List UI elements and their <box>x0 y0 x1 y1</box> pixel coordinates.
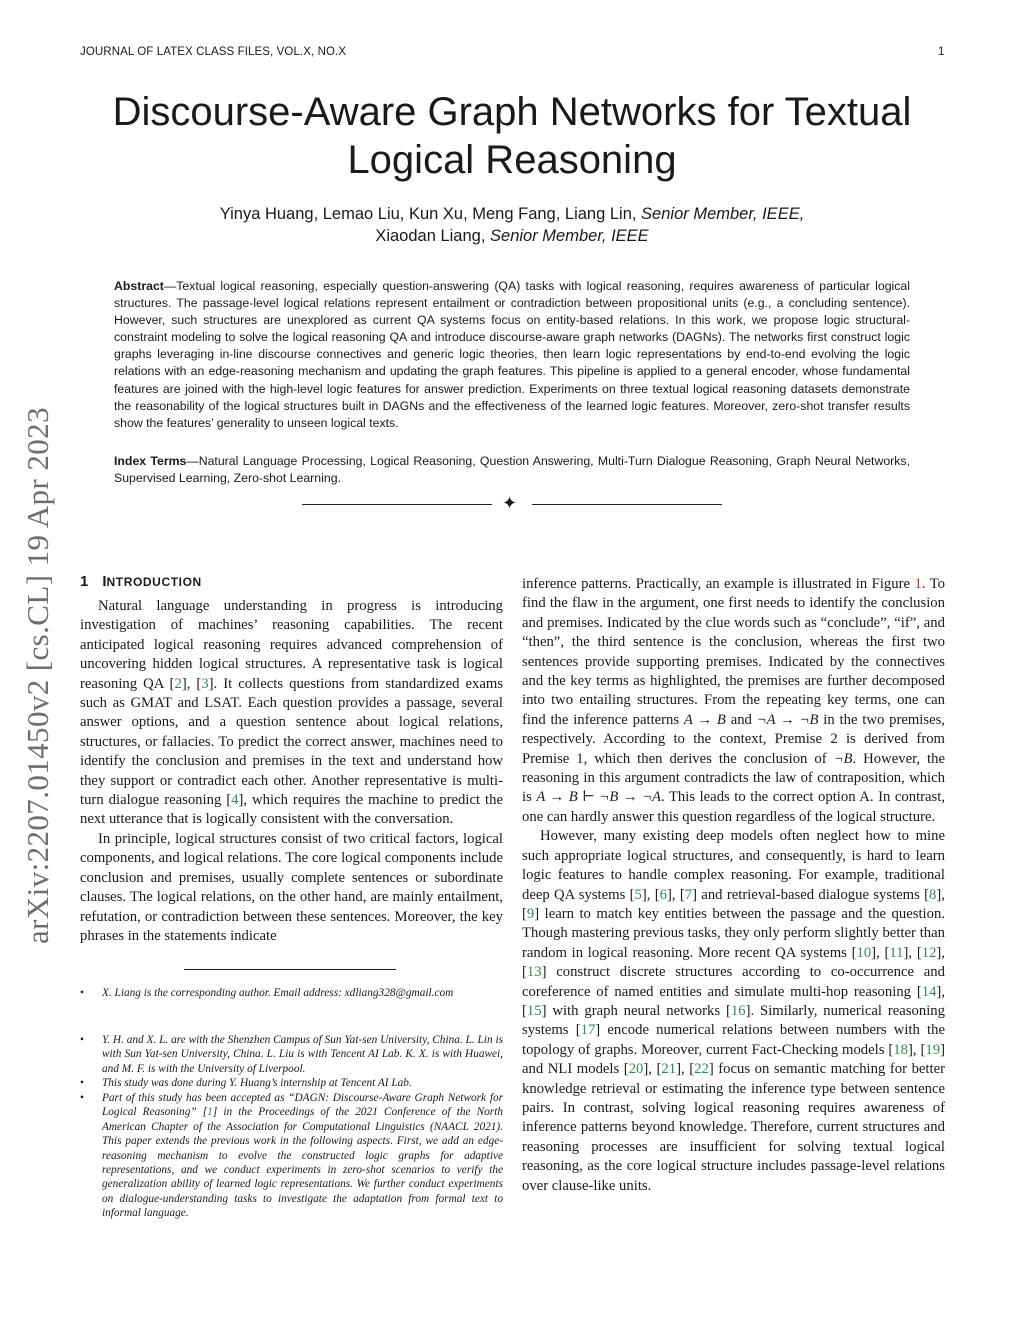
text: ], [ <box>641 886 660 903</box>
text: ] in the Proceedings of the 2021 Conference of the North American Chapter of the Association for Computational Linguistics (NAACL 2021). This paper extends the previous work in the following aspects. First, we add an edge-reasoning mechanism to evolve the constructed logic graphs for adaptive representations, and we conduct experiments in zero-shot scenarios to verify the generalization ability of learned logic representations. We further conduct experiments on dialogue-understanding tasks to investigate the adaptation from formal text to informal language. <box>102 1106 503 1220</box>
bullet-icon: • <box>80 987 84 999</box>
text: ], [ <box>181 675 202 692</box>
text: ]. Similarly, numerical reasoning systems [ <box>522 1002 945 1039</box>
index-terms-text: —Natural Language Processing, Logical Reasoning, Question Answering, Multi-Turn Dialogue Reasoning, Graph Neural Networks, Supervised Learning, Zero-shot Learning. <box>114 454 910 486</box>
text: Natural language understanding in progress is introducing investigation of machines’ reasoning capabilities. The recent anticipated logical reasoning requires advanced comprehension of uncovering hidden logical structures. A representative task is logical reasoning QA [ <box>80 598 503 692</box>
text: . This leads to the correct option A. In contrast, one can hardly answer this question regardless of the logical structure. <box>522 789 946 825</box>
divider-right <box>532 504 722 505</box>
abstract-label: Abstract <box>114 279 164 293</box>
text: ] with graph neural networks [ <box>541 1002 731 1019</box>
author-line-2 <box>80 225 944 247</box>
text: ], [ <box>522 886 945 922</box>
citation-link[interactable]: 22 <box>694 1061 709 1078</box>
index-terms-label: Index Terms <box>114 454 187 468</box>
footnote-text: Y. H. and X. L. are with the Shenzhen Campus of Sun Yat-sen University, China. L. Lin is with Sun Yat-sen University, China. L. Liu is with Tencent AI Lab. K. X. is with Huawei, and M. F. is with the University of Liverpool. <box>102 1034 503 1075</box>
footnote <box>80 1033 503 1076</box>
bullet-icon: • <box>80 1092 84 1104</box>
citation-link[interactable]: 7 <box>684 886 693 903</box>
paragraph: In principle, logical structures consist of two critical factors, logical components, and logical relations. The core logical components include conclusion and premises, usually complete sentences or subordinate clauses. The logical relations, on the other hand, are mainly entailment, refutation, or contradiction between these sentences. Moreover, the key phrases in the statements indicate <box>80 830 503 944</box>
text: ], [ <box>903 944 922 961</box>
paragraph <box>522 827 945 1196</box>
author-names: Yinya Huang, Lemao Liu, Kun Xu, Meng Fang, Liang Lin, <box>219 205 637 223</box>
citation-link[interactable]: 15 <box>526 1002 542 1019</box>
math-expression: A → B <box>683 711 726 728</box>
section-title-rest: NTRODUCTION <box>106 575 202 589</box>
text: . To find the flaw in the argument, one first needs to identify the conclusion and premises. Indicated by the clue words such as “conclude”, “if”, and “then”, the third sentence is the conclusion, whereas the first two sentences provide supporting premises. Indicated by the connectives and the key terms as highlighted, the premises are further decomposed into two entailing structures. From the repeating key terms, one can find the inference patterns <box>522 576 945 728</box>
text: and <box>725 711 757 728</box>
text: ], [ <box>522 983 945 1019</box>
citation-link[interactable]: 5 <box>634 886 642 903</box>
citation-link[interactable]: 10 <box>856 944 872 961</box>
text: ], [ <box>643 1061 662 1078</box>
abstract <box>114 278 910 432</box>
text: ] and NLI models [ <box>522 1041 945 1078</box>
text: However, many existing deep models often neglect how to mine such appropriate logical structures, and consequently, is hard to learn logic features to handle complex reasoning. For example, traditional deep QA systems [ <box>522 828 945 903</box>
citation-link[interactable]: 13 <box>526 964 542 981</box>
author-role: Senior Member, IEEE, <box>641 205 805 223</box>
citation-link[interactable]: 3 <box>201 675 209 692</box>
footnote-text: X. Liang is the corresponding author. Email address: xdliang328@gmail.com <box>102 987 454 999</box>
text: in the two premises, respectively. According to the context, Premise 2 is derived from Premise 1, which then derives the conclusion of <box>522 711 945 767</box>
divider-left <box>302 504 492 505</box>
footnote-text: This study was done during Y. Huang’s internship at Tencent AI Lab. <box>102 1077 412 1089</box>
footnote <box>80 1091 503 1221</box>
citation-link[interactable]: 4 <box>231 792 239 809</box>
footnote-text <box>102 1091 503 1221</box>
text: Part of this study has been accepted as “DAGN: Discourse-Aware Graph Network for Logical Reasoning” [ <box>102 1092 503 1119</box>
text: ], [ <box>907 1041 926 1058</box>
figure-link[interactable]: 1 <box>914 576 922 592</box>
citation-link[interactable]: 19 <box>925 1041 941 1058</box>
math-expression: ¬B <box>833 750 853 767</box>
text: ] and retrieval-based dialogue systems [ <box>692 886 930 903</box>
text: ], [ <box>676 1061 695 1078</box>
text: ], [ <box>522 944 945 981</box>
section-heading <box>80 573 202 590</box>
text: ], [ <box>871 944 890 961</box>
text: ], which requires the machine to predict the next utterance that is logically consistent with the conversation. <box>80 792 503 828</box>
math-expression: ¬A → ¬B <box>756 711 819 728</box>
math-expression: A → B ⊢ ¬B → ¬A <box>536 789 661 806</box>
section-number: 1 <box>80 573 89 590</box>
text: ]. It collects questions from standardized exams such as GMAT and LSAT. Each question provides a passage, several answer options, and a question sentence about logical relations, structures, or fallacies. To predict the correct answer, machines need to identify the conclusion and premises in the text and understand how they support or contradict each other. Another representative is multi-turn dialogue reasoning [ <box>80 675 503 809</box>
text: inference patterns. Practically, an example is illustrated in Figure <box>522 576 915 592</box>
citation-link[interactable]: 17 <box>580 1022 596 1039</box>
citation-link[interactable]: 20 <box>628 1061 644 1078</box>
citation-link[interactable]: 9 <box>526 905 535 922</box>
citation-link[interactable]: 11 <box>889 944 904 961</box>
arxiv-stamp: arXiv:2207.01450v2 [cs.CL] 19 Apr 2023 <box>20 407 55 944</box>
abstract-text: —Textual logical reasoning, especially question-answering (QA) tasks with logical reasoning, requires awareness of particular logical structures. The passage-level logical relations represent entailment or contradiction between propositional units (e.g., a concluding sentence). However, such structures are unexplored as current QA systems focus on entity-based relations. In this work, we propose logic structural-constraint modeling to solve the logical reasoning QA and introduce discourse-aware graph networks (DAGNs). The networks first construct logic graphs leveraging in-line discourse connectives and generic logic theories, then learn logic representations by end-to-end evolving the logic relations with an edge-reasoning mechanism and updating the graph features. This pipeline is applied to a general encoder, whose fundamental features are joined with the high-level logic features for answer prediction. Experiments on three textual logical reasoning datasets demonstrate the reasonability of the logical structures built in DAGNs and the effectiveness of the learned logic features. Moreover, zero-shot transfer results show the features’ generality to unseen logical texts. <box>114 279 910 430</box>
paper-title: Discourse-Aware Graph Networks for Textual Logical Reasoning <box>112 90 912 182</box>
author-line-1 <box>80 203 944 225</box>
citation-link[interactable]: 18 <box>893 1041 908 1058</box>
citation-link[interactable]: 8 <box>929 886 937 903</box>
index-terms <box>114 453 910 487</box>
right-column <box>522 575 945 1196</box>
footnote-rule <box>184 969 396 970</box>
paragraph <box>522 575 945 827</box>
bullet-icon: • <box>80 1034 84 1046</box>
left-column <box>80 597 503 946</box>
section-title-initial: I <box>102 573 107 590</box>
footnote <box>80 1076 503 1090</box>
citation-link[interactable]: 2 <box>174 675 182 692</box>
divider-diamond-icon: ✦ <box>502 493 518 513</box>
bullet-icon: • <box>80 1077 84 1089</box>
author-role: Senior Member, IEEE <box>490 227 649 245</box>
page-number: 1 <box>938 46 945 58</box>
text: ], [ <box>666 886 685 903</box>
citation-link[interactable]: 16 <box>730 1002 746 1019</box>
text: ] learn to match key entities between the passage and the question. Though mastering previous tasks, they only perform slightly better than random in logical reasoning. More recent QA systems [ <box>522 905 945 961</box>
text: ] focus on semantic matching for better knowledge retrieval or estimating the inference type between sentence pairs. In contrast, solving logical reasoning requires awareness of inference patterns beyond knowledge. Therefore, current structures and reasoning processes are insufficient for solving textual logical reasoning, as the core logical structure includes passage-level relations over clause-like units. <box>522 1061 945 1194</box>
running-header: JOURNAL OF LATEX CLASS FILES, VOL.X, NO.X <box>80 46 347 58</box>
citation-link[interactable]: 1 <box>207 1106 213 1119</box>
paragraph <box>80 597 503 830</box>
author-names: Xiaodan Liang, <box>375 227 486 245</box>
citation-link[interactable]: 21 <box>661 1061 677 1078</box>
citation-link[interactable]: 6 <box>659 886 667 903</box>
footnote <box>80 986 503 1000</box>
citation-link[interactable]: 14 <box>921 983 937 1000</box>
citation-link[interactable]: 12 <box>921 944 937 961</box>
text: . However, the reasoning in this argument contradicts the law of contraposition, which is <box>522 750 945 806</box>
text: ] construct discrete structures according to co-occurrence and coreference of named entities and simulate multi-hop reasoning [ <box>522 964 945 1000</box>
text: ] encode numerical relations between numbers with the topology of graphs. Moreover, current Fact-Checking models [ <box>522 1022 945 1058</box>
